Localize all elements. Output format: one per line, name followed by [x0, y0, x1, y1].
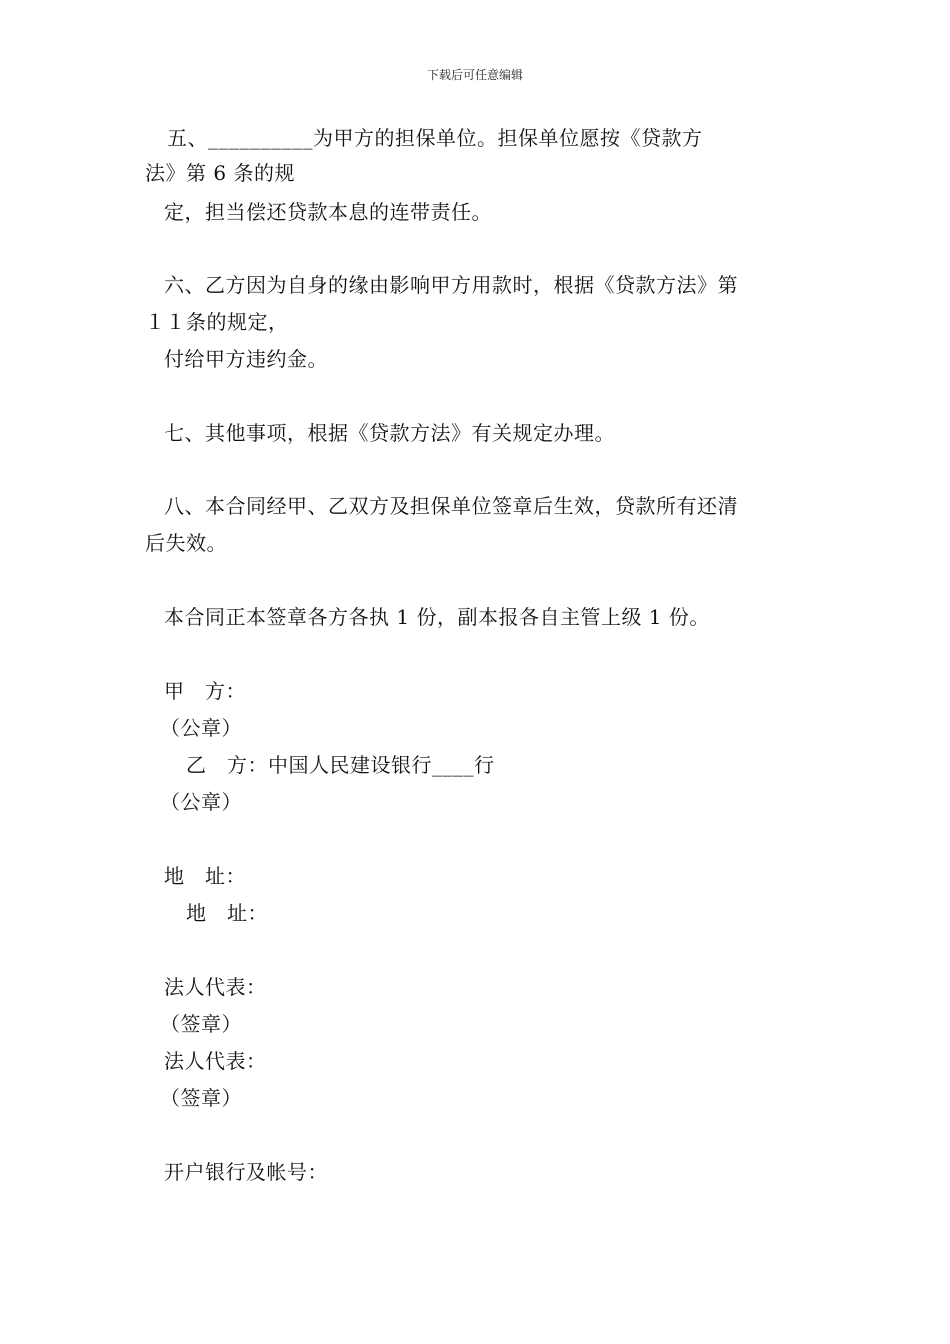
party-b-label: 乙 方：中国人民建设银行____行 [186, 753, 495, 777]
clause-6-line-3: 付给甲方违约金。 [164, 347, 328, 371]
clause-6-line-2: １１条的规定， [145, 310, 289, 334]
clause-5-line-2: 法》第 6 条的规 [145, 161, 295, 185]
party-a-legal-rep: 法人代表： [164, 975, 267, 999]
clause-7: 七、其他事项，根据《贷款方法》有关规定办理。 [164, 421, 615, 445]
copies-statement: 本合同正本签章各方各执 1 份，副本报各自主管上级 1 份。 [164, 605, 710, 629]
party-a-address: 地 址： [164, 864, 246, 888]
party-a-seal: （公章） [160, 716, 242, 740]
party-b-signature: （签章） [160, 1086, 242, 1110]
party-a-signature: （签章） [160, 1012, 242, 1036]
clause-8-line-2: 后失效。 [145, 531, 227, 555]
clause-5-line-1: 五、__________为甲方的担保单位。担保单位愿按《贷款方 [167, 126, 703, 150]
page-header: 下载后可任意编辑 [426, 68, 523, 82]
clause-5-line-3: 定，担当偿还贷款本息的连带责任。 [164, 200, 492, 224]
party-b-legal-rep: 法人代表： [164, 1049, 267, 1073]
bank-account-label: 开户银行及帐号： [164, 1160, 328, 1184]
clause-6-line-1: 六、乙方因为自身的缘由影响甲方用款时，根据《贷款方法》第 [164, 273, 738, 297]
party-a-label: 甲 方： [164, 679, 246, 703]
party-b-seal: （公章） [160, 790, 242, 814]
clause-8-line-1: 八、本合同经甲、乙双方及担保单位签章后生效，贷款所有还清 [164, 494, 738, 518]
party-b-address: 地 址： [186, 901, 268, 925]
